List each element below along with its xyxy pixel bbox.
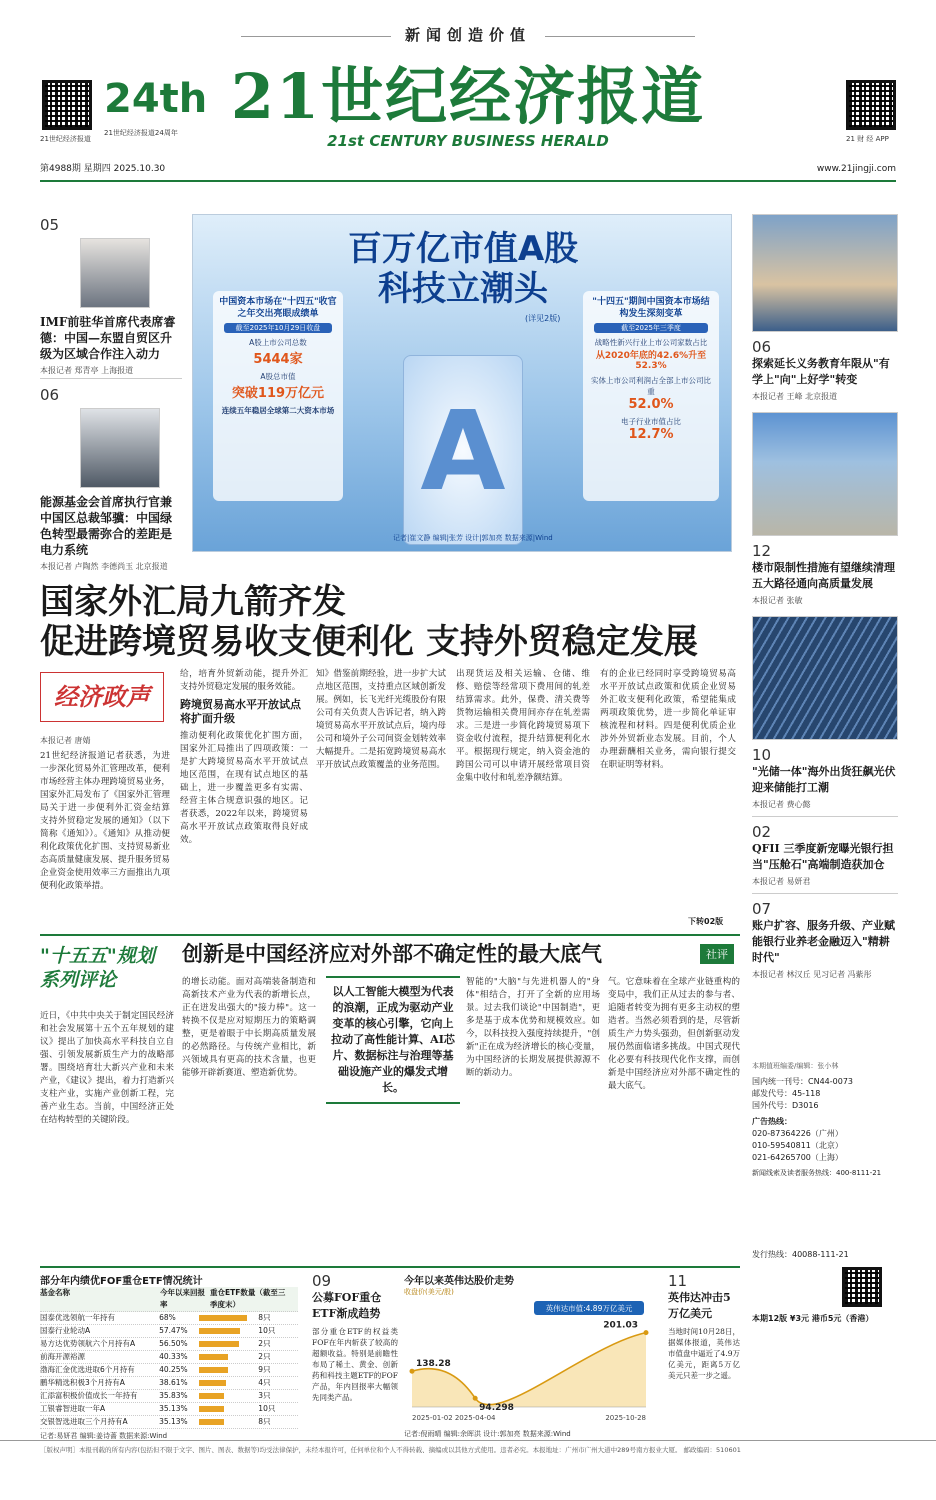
- fof-bar-cell: [199, 1416, 259, 1428]
- price-info: 本期12版 ¥3元 港币5元（香港）: [752, 1314, 874, 1323]
- fof-bar-cell: [199, 1390, 259, 1402]
- left-teaser-1[interactable]: [40, 216, 182, 376]
- fof-name: 渤海汇金优选进取6个月持有: [40, 1365, 135, 1374]
- fof-name: 国泰优选领航一年持有: [40, 1313, 115, 1322]
- fof-count: 8只: [258, 1313, 271, 1322]
- fof-count: 10只: [258, 1326, 276, 1335]
- panel-label: A股上市公司总数: [249, 338, 307, 347]
- teaser-title[interactable]: QFII 三季度新宠曝光银行担当"压舱石"高端制造获加仓: [752, 842, 894, 871]
- hero-title-line1: 百万亿市值A股: [347, 229, 579, 269]
- fof-name: 国泰行业轮动A: [40, 1326, 91, 1335]
- fof-count: 10只: [258, 1404, 276, 1413]
- solar-panel-photo: [752, 616, 898, 740]
- teaser-nvda[interactable]: [668, 1272, 740, 1381]
- lead-headline-line1: 国家外汇局九箭齐发: [40, 582, 346, 622]
- lead-col-2b-text: 推动便利化政策优化扩围方面，国家外汇局推出了四项政策：一是扩大跨境贸易高水平开放试点地区范围，在现有试点地区的基础上，进一步覆盖更多有实需、经营主体合规意识强的地区。记者获悉，2022年以来，跨境贸易高水平开放试点政策取得良好成效。: [180, 731, 308, 845]
- fof-bar-cell: [199, 1325, 259, 1337]
- fof-name: 汇添富积极价值成长一年持有: [40, 1391, 138, 1400]
- teaser-byline: 本报记者 张敏: [752, 596, 803, 605]
- teaser-byline: 本报记者 易妍君: [752, 877, 811, 886]
- editorial-col-5: 气。它意味着在全球产业链重构的变局中，我们正从过去的参与者、追随者转变为拥有更多主动权的塑造者。当然必须看到的是，尽管新质生产力势头强劲，但创新驱动发展仍然面临诸多挑战。中国式现代化必要有科技现代化作支撑，而创新是中国经济应对外部不确定性的最大底气。: [608, 977, 740, 1091]
- panel-sub: 截至2025年三季度: [594, 323, 707, 333]
- nvda-area: [412, 1333, 646, 1407]
- panel-head: "十四五"期间中国资本市场结构发生深刻变革: [592, 297, 710, 319]
- buildings-photo: [752, 412, 898, 536]
- fof-bar: [199, 1354, 228, 1360]
- postal-code: 邮发代号：45-118: [752, 1089, 821, 1098]
- panel-label: 战略性新兴行业上市公司家数占比: [594, 338, 708, 347]
- fof-bar-cell: [199, 1403, 259, 1415]
- fof-bar: [199, 1380, 227, 1386]
- lead-col-3: 知》借鉴前期经验，进一步扩大试点地区范围，支持重点区域创新发展。例如，长飞光纤光缆股份有限公司有关负责人告诉记者，纳入跨境贸易高水平开放试点后，境内母公司和境外子公司间资金划转效率大幅提升。二是拓宽跨境贸易高水平开放试点政策覆盖的业务范围。: [316, 669, 446, 770]
- reader-hotline: 新闻线索及读者服务热线：400-8111-21: [752, 1169, 882, 1177]
- fof-name: 鹏华精选积极3个月持有A: [40, 1378, 125, 1387]
- fof-name: 工银睿智进取一年A: [40, 1404, 106, 1413]
- intl-serial: 国内统一刊号：CN44-0073: [752, 1077, 853, 1086]
- nvda-x-tick: 2025-04-04: [454, 1414, 496, 1422]
- fof-row: [40, 1351, 298, 1364]
- left-teaser-2[interactable]: [40, 386, 182, 572]
- fof-bar: [199, 1419, 224, 1425]
- panel-value: 5444家: [253, 352, 303, 367]
- fof-header: 基金名称: [40, 1288, 70, 1297]
- teaser-title[interactable]: 账户扩容、服务升级、产业赋能银行业养老金融迈入"精耕时代": [752, 919, 895, 964]
- editorial-col-1: 近日，《中共中央关于制定国民经济和社会发展第十五个五年规划的建议》提出了加快高水平科技自立自强、引领发展新质生产力的战略部署。围绕培育壮大新兴产业和未来产业，《建议》提出，着力打造新兴支柱产业，实施产业创新工程，完善产业生态。当前，中国经济正处在结构转型的关键阶段。: [40, 1011, 174, 1125]
- divider: [40, 378, 182, 379]
- panel-label: 连续五年稳居全球第二大资本市场: [221, 406, 335, 415]
- divider: [752, 893, 898, 894]
- teaser-fof[interactable]: [312, 1272, 398, 1403]
- fof-row: [40, 1390, 298, 1403]
- fof-bar: [199, 1341, 239, 1347]
- qr-right-caption: 21 财 经 APP: [846, 135, 889, 143]
- fof-row: [40, 1416, 298, 1429]
- fof-table: [40, 1272, 298, 1441]
- continued-link[interactable]: 下转02版: [688, 917, 724, 926]
- editorial-col-4: 智能的"大脑"与先进机器人的"身体"相结合，打开了全新的应用场景。过去我们谈论"中国制造"，更多是基于成本优势和规模效应。如今，以科技投入强度持续提升，"创新"正在成为经济增长的核心变量，为中国经济的长期发展提供源源不断的新动力。: [466, 977, 600, 1078]
- fof-row: [40, 1403, 298, 1416]
- panel-value: 52.0%: [628, 397, 674, 412]
- fof-row: [40, 1377, 298, 1390]
- hero-right-panel: [583, 291, 719, 501]
- panel-label: 电子行业市值占比: [621, 417, 681, 426]
- fof-return: 35.83%: [159, 1391, 188, 1400]
- ad-phone-1: 020-87364226（广州）: [752, 1129, 843, 1138]
- fof-header: 重仓ETF数量（截至三季度末）: [210, 1288, 286, 1309]
- page-number: 11: [668, 1272, 688, 1290]
- ad-phone-2: 010-59540811（北京）: [752, 1141, 843, 1150]
- fof-return: 68%: [159, 1313, 176, 1322]
- fof-header: 今年以来回报率: [160, 1288, 205, 1309]
- lead-subhead: 跨境贸易高水平开放试点将扩面升级: [180, 698, 301, 725]
- fof-return: 35.13%: [159, 1417, 188, 1426]
- fof-row: [40, 1338, 298, 1351]
- website-link[interactable]: www.21jingji.com: [816, 164, 896, 174]
- issue-info: 第4988期 星期四 2025.10.30: [40, 164, 166, 174]
- masthead-title: 21世纪经济报道: [230, 60, 706, 133]
- fof-bar: [199, 1315, 248, 1321]
- panel-value: 12.7%: [628, 427, 674, 442]
- panel-sub: 截至2025年10月29日收盘: [224, 323, 332, 333]
- editorial-title[interactable]: 创新是中国经济应对外部不确定性的最大底气: [182, 942, 602, 966]
- ad-hotline-head: 广告热线：: [752, 1117, 792, 1126]
- nvda-x-tick: 2025-01-02: [412, 1414, 453, 1422]
- teaser-title: 公募FOF重仓ETF渐成趋势: [312, 1291, 382, 1320]
- teaser-title[interactable]: 楼市限制性措施有望继续清理五大路径通向高质量发展: [752, 561, 895, 590]
- page-number: 10: [752, 746, 772, 764]
- fof-bar-cell: [199, 1312, 259, 1324]
- lead-col-1: 21世纪经济报道记者获悉，为进一步深化贸易外汇管理改革，便利市场经营主体办理跨境贸易业务，国家外汇局发布了《国家外汇管理局关于进一步便利外汇资金结算 支持外贸稳定发展的通知》（以下简称《通知》）。《通知》从推动便利化政策优化扩围、支持贸易新业态高质量健康发展、提升服务贸易企业资金使用效率三方面推出九项便利化政策举措。: [40, 751, 170, 891]
- nvda-point: [410, 1369, 415, 1374]
- classroom-photo: [752, 214, 898, 332]
- nvda-credit: 记者:倪雨晴 编辑:余晖洪 设计:郭加亮 数据来源:Wind: [404, 1430, 571, 1438]
- teaser-byline: 本报记者 费心懿: [752, 800, 811, 809]
- nvda-chart: [404, 1272, 660, 1439]
- teaser-title: IMF前驻华首席代表席睿德：中国—东盟自贸区升级为区域合作注入动力: [40, 315, 176, 361]
- hero-left-panel: [213, 291, 343, 501]
- panel-label: 实体上市公司利润占全部上市公司比重: [591, 376, 711, 396]
- series-logo: [40, 944, 170, 992]
- teaser-title[interactable]: 探索延长义务教育年限从"有学上"向"上好学"转变: [752, 357, 890, 386]
- teaser-byline: 本报记者 卢陶然 李德尚玉 北京报道: [40, 562, 168, 571]
- teaser-title: 英伟达冲击5万亿美元: [668, 1291, 731, 1320]
- fof-row: [40, 1312, 298, 1325]
- editorial-col-3-wrap: [326, 976, 460, 1104]
- issue-bar: [40, 160, 896, 182]
- fof-bar-cell: [199, 1338, 259, 1350]
- fof-row: [40, 1364, 298, 1377]
- fof-bar-cell: [199, 1351, 259, 1363]
- fof-bar-cell: [199, 1364, 259, 1376]
- series-line2: 系列评论: [40, 969, 117, 991]
- fof-bar: [199, 1328, 240, 1334]
- lead-headline[interactable]: [40, 582, 740, 662]
- anniversary-logo: 24th: [104, 76, 208, 122]
- hero-credit: 记者|崔文静 编辑|张芳 设计|郭加亮 数据来源|Wind: [393, 534, 553, 542]
- fof-credit: 记者:易妍君 编辑:姜诗蔷 数据来源:Wind: [40, 1432, 168, 1440]
- fof-return: 57.47%: [159, 1326, 188, 1335]
- nvda-data-label: 94.298: [479, 1403, 514, 1414]
- teaser-byline: 本报记者 王峰 北京报道: [752, 392, 838, 401]
- chip-a-graphic: A: [403, 355, 523, 545]
- fof-bar: [199, 1406, 224, 1412]
- fof-name: 前海开源裕源: [40, 1352, 85, 1361]
- page-number: 02: [752, 823, 772, 841]
- fof-bar: [199, 1367, 228, 1373]
- portrait-photo: [80, 408, 160, 488]
- fof-count: 2只: [258, 1339, 271, 1348]
- panel-label: A股总市值: [260, 372, 296, 381]
- fof-name: 易方达优势领航六个月持有A: [40, 1339, 136, 1348]
- teaser-text: 部分重仓ETF的权益类FOF在年内斩获了较高的超额收益。特别是前瞻性布局了稀土、黄金、创新药和科技主题ETF的FOF产品，年内回报率大幅领先同类产品。: [312, 1327, 398, 1402]
- fof-count: 9只: [258, 1365, 271, 1374]
- portrait-photo: [80, 238, 150, 308]
- hero-title-line2: 科技立潮头: [378, 269, 548, 309]
- fof-return: 40.25%: [159, 1365, 188, 1374]
- page-number: 06: [752, 338, 772, 356]
- teaser-title: 能源基金会首席执行官兼中国区总裁邹骥：中国绿色转型最需弥合的差距是电力系统: [40, 495, 173, 557]
- fof-return: 38.61%: [159, 1378, 188, 1387]
- section-divider: [40, 934, 740, 936]
- nvda-data-label: 138.28: [416, 1359, 451, 1370]
- qr-left-caption: 21世纪经济报道: [40, 135, 91, 143]
- teaser-text: 当地时间10月28日，据媒体报道，英伟达市值盘中逼近了4.9万亿美元，距离5万亿美元只差一步之遥。: [668, 1327, 740, 1380]
- fof-name: 交银智选进取三个月持有A: [40, 1417, 128, 1426]
- nvda-data-label: 201.03: [603, 1320, 638, 1331]
- fof-count: 4只: [258, 1378, 271, 1387]
- nvda-title: 今年以来英伟达股价走势: [404, 1276, 514, 1287]
- masthead-english: 21st CENTURY BUSINESS HERALD: [327, 132, 609, 150]
- nvda-svg: [404, 1297, 660, 1425]
- qr-code-left: [42, 80, 92, 130]
- fof-row: [40, 1325, 298, 1338]
- qr-code-small: [842, 1267, 882, 1307]
- teaser-byline: 本报记者 郑青亭 上海报道: [40, 366, 134, 375]
- lead-col-4: 出现货运及相关运输、仓储、维修、赔偿等经常项下费用间的轧差结算需求。此外，保费、清关费等货物运输相关费用间亦存在轧差需求。三是进一步简化跨境贸易项下资金收付流程，提升结算便利化水平。根据现行规定，纳入资金池的跨国公司可以申请开展经常项目资金集中收付和轧差净额结算。: [456, 669, 590, 783]
- nvda-unit: 收盘价(美元/股): [404, 1288, 454, 1296]
- lead-col-2: [180, 668, 308, 930]
- fof-bar-cell: [199, 1377, 259, 1389]
- hero-note: (详见2版): [525, 314, 561, 323]
- fof-return: 40.33%: [159, 1352, 188, 1361]
- hero-infographic[interactable]: [192, 214, 732, 552]
- page-number: 05: [40, 216, 60, 234]
- lead-col-5: 有的企业已经同时享受跨境贸易高水平开放试点政策和优质企业贸易外汇收支便利化政策，希望能集成两项政策优势，进一步简化单证审核流程和材料。四是便利优质企业涉外外贸新业态发展。目前，个人办理薪酬相关业务，需向银行提交在职证明等材料。: [600, 669, 736, 770]
- slogan: 新闻创造价值: [0, 24, 936, 45]
- page-number: 07: [752, 900, 772, 918]
- editorial-col-2: 的增长动能。面对高端装备制造和高新技术产业为代表的新增长点，正在迸发出强大的"接力棒"。这一转换不仅是应对短期压力的策略调整，更是着眼于中长期高质量发展的必然路径。与传统产业相比，新兴领域具有更高的技术含量，也更能够开辟新赛道、塑造新优势。: [182, 977, 316, 1078]
- fof-bar: [199, 1393, 225, 1399]
- lead-col-2-text: 给，培育外贸新动能，提升外汇支持外贸稳定发展的服务效能。: [180, 669, 308, 692]
- fof-title: 部分年内绩优FOF重仓ETF情况统计: [40, 1276, 203, 1287]
- ad-phone-3: 021-64265700（上海）: [752, 1153, 843, 1162]
- foreign-code: 国外代号：D3016: [752, 1101, 819, 1110]
- fof-rows: [40, 1312, 298, 1429]
- teaser-title[interactable]: "光储一体"海外出货狂飙光伏迎来储能打工潮: [752, 765, 896, 794]
- fof-count: 2只: [258, 1352, 271, 1361]
- nvda-x-tick: 2025-10-28: [605, 1414, 646, 1422]
- teaser-byline: 本报记者 林汉丘 见习记者 冯紫彤: [752, 970, 872, 979]
- nvda-point: [473, 1396, 478, 1401]
- footer: ［版权声明］本报刊载的所有内容(包括但不限于文字、图片、图表、数据等)均受法律保护，未经本报许可，任何单位和个人不得转载、摘编或以其他方式使用。违者必究。本报地址：广州市广州大道中289号南方报业大厦。 邮政编码：510601: [0, 1440, 936, 1500]
- distribution-hotline: 发行热线：40088-111-21: [752, 1250, 849, 1259]
- fof-count: 3只: [258, 1391, 271, 1400]
- publication-info: [752, 1060, 898, 1325]
- page-number: 06: [40, 386, 60, 404]
- page-number: 12: [752, 542, 772, 560]
- pull-quote: 以人工智能大模型为代表的浪潮，正成为驱动产业变革的核心引擎，它向上拉动了高性能计算、AI芯片、数据标注与治理等基础设施产业的爆发式增长。: [326, 976, 460, 1104]
- divider: [752, 816, 898, 817]
- staff-info: 本期值班编委/编辑：张小林: [752, 1062, 839, 1070]
- nvda-badge: 英伟达市值:4.89万亿美元: [545, 1304, 633, 1313]
- panel-value: 突破119万亿元: [231, 386, 325, 401]
- anniversary-caption: 21世纪经济报道24周年: [104, 129, 178, 137]
- fof-return: 56.50%: [159, 1339, 188, 1348]
- right-column: [752, 214, 898, 980]
- fof-count: 8只: [258, 1417, 271, 1426]
- qr-code-right: [846, 80, 896, 130]
- lead-byline: 本报记者 唐婧: [40, 736, 91, 745]
- panel-head: 中国资本市场在"十四五"收官之年交出亮眼成绩单: [219, 297, 337, 319]
- lead-headline-line2: 促进跨境贸易收支便利化 支持外贸稳定发展: [40, 622, 698, 662]
- editorial-tag: 社评: [700, 944, 734, 964]
- page-number: 09: [312, 1272, 332, 1290]
- series-line1: "十五五"规划: [40, 945, 155, 967]
- panel-value: 从2020年底的42.6%升至52.3%: [595, 351, 707, 371]
- nvda-point: [644, 1330, 649, 1335]
- fof-return: 35.13%: [159, 1404, 188, 1413]
- column-logo: 经济政声: [40, 672, 164, 722]
